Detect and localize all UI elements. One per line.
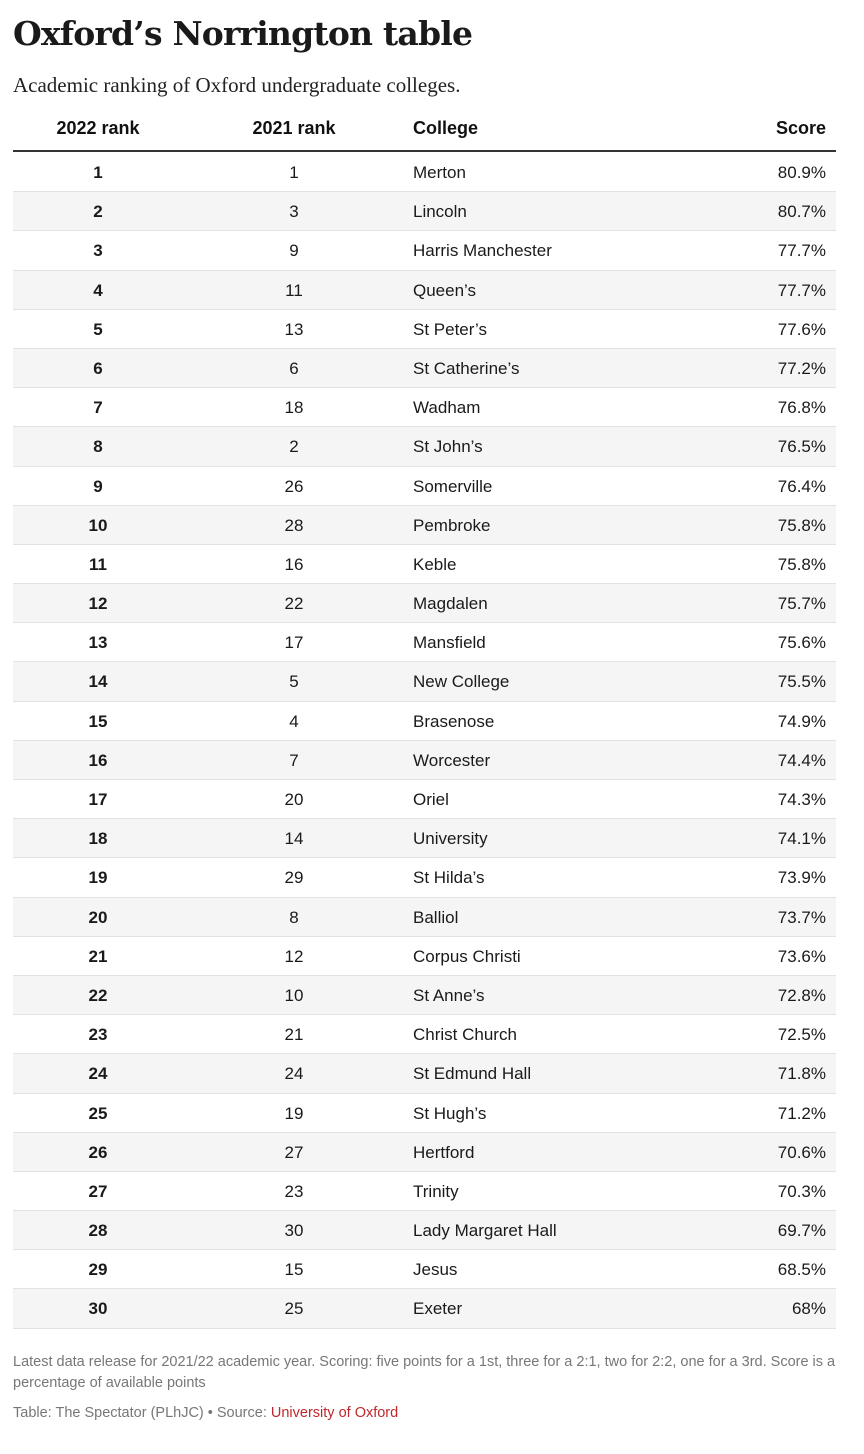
cell-2022-rank: 13 [88, 633, 108, 653]
cell-2022-rank: 11 [89, 554, 107, 574]
table-row [13, 1133, 836, 1172]
table-row [13, 310, 836, 349]
cell-2022-rank: 30 [88, 1299, 108, 1319]
table-row [13, 1211, 836, 1250]
cell-2021-rank: 8 [289, 907, 299, 927]
cell-score: 76.8% [777, 398, 826, 418]
cell-2021-rank: 3 [289, 202, 299, 222]
table-row [13, 1172, 836, 1211]
cell-2022-rank: 6 [93, 358, 103, 378]
header-2021-rank[interactable]: 2021 rank [252, 118, 336, 138]
cell-college: Queen’s [413, 280, 477, 300]
cell-college: Christ Church [413, 1025, 517, 1045]
cell-college: Exeter [413, 1299, 463, 1319]
cell-college: St Hilda’s [413, 868, 485, 888]
table-row [13, 192, 836, 231]
table-row [13, 780, 836, 819]
cell-2021-rank: 10 [284, 985, 304, 1005]
cell-2021-rank: 20 [284, 790, 304, 809]
cell-score: 73.7% [777, 907, 826, 927]
cell-college: Merton [413, 163, 466, 182]
cell-2022-rank: 4 [93, 280, 103, 300]
cell-2021-rank: 23 [284, 1181, 304, 1201]
cell-2021-rank: 16 [284, 554, 304, 574]
cell-2021-rank: 22 [284, 594, 304, 614]
cell-college: Wadham [413, 398, 481, 418]
table-row [13, 1250, 836, 1289]
header-college[interactable]: College [413, 118, 479, 138]
cell-score: 68% [791, 1299, 826, 1319]
cell-2021-rank: 1 [289, 163, 299, 182]
cell-college: New College [413, 672, 510, 692]
cell-college: St John’s [413, 437, 483, 457]
table-row [13, 545, 836, 584]
cell-2022-rank: 12 [88, 594, 108, 614]
cell-score: 80.7% [777, 202, 826, 222]
cell-2022-rank: 15 [88, 711, 108, 731]
cell-score: 70.3% [777, 1181, 826, 1201]
cell-2022-rank: 1 [93, 163, 103, 182]
cell-2021-rank: 18 [284, 398, 304, 418]
footnote: Latest data release for 2021/22 academic year. Scoring: five points for a 1st, three for a 2:1, two for 2:2, one for a 3rd. Score is a percentage of available points [13, 1354, 836, 1391]
cell-score: 72.5% [777, 1025, 826, 1045]
cell-score: 76.5% [777, 437, 826, 457]
cell-2021-rank: 28 [284, 515, 304, 535]
header-score[interactable]: Score [775, 118, 826, 138]
cell-2021-rank: 21 [284, 1025, 304, 1045]
cell-2022-rank: 7 [93, 398, 103, 418]
table-row [13, 1054, 836, 1093]
cell-college: Lady Margaret Hall [413, 1221, 557, 1241]
cell-college: St Catherine’s [413, 358, 520, 378]
cell-2021-rank: 12 [284, 946, 304, 966]
cell-score: 74.3% [777, 790, 826, 809]
cell-college: St Anne’s [413, 985, 485, 1005]
cell-2021-rank: 15 [284, 1260, 304, 1280]
cell-college: Lincoln [413, 202, 467, 222]
cell-2021-rank: 27 [284, 1142, 304, 1162]
cell-college: Mansfield [413, 633, 486, 653]
cell-score: 75.8% [777, 554, 826, 574]
cell-score: 73.9% [777, 868, 826, 888]
cell-college: Magdalen [413, 594, 488, 614]
cell-2022-rank: 10 [88, 515, 108, 535]
cell-score: 69.7% [777, 1221, 826, 1241]
table-row [13, 1094, 836, 1133]
chart-subtitle: Academic ranking of Oxford undergraduate colleges. [13, 73, 461, 97]
table-row [13, 937, 836, 976]
cell-college: Balliol [413, 907, 459, 927]
table-row [13, 702, 836, 741]
cell-college: Corpus Christi [413, 946, 521, 966]
cell-2022-rank: 24 [88, 1064, 108, 1084]
cell-2022-rank: 5 [93, 319, 103, 339]
cell-2022-rank: 19 [88, 868, 108, 888]
cell-2022-rank: 3 [93, 241, 103, 261]
cell-2021-rank: 9 [289, 241, 299, 261]
cell-2021-rank: 30 [284, 1221, 304, 1241]
cell-college: University [413, 829, 488, 849]
cell-2022-rank: 16 [88, 750, 108, 770]
cell-2021-rank: 25 [284, 1299, 304, 1319]
table-row [13, 858, 836, 897]
cell-2021-rank: 13 [284, 319, 304, 339]
cell-score: 68.5% [777, 1260, 826, 1280]
cell-score: 80.9% [777, 163, 826, 182]
cell-2021-rank: 29 [284, 868, 304, 888]
table-row [13, 1015, 836, 1054]
cell-score: 72.8% [777, 985, 826, 1005]
credit-line [13, 1405, 836, 1421]
cell-2022-rank: 23 [88, 1025, 108, 1045]
table-row [13, 153, 836, 192]
cell-score: 74.9% [777, 711, 826, 731]
table-row [13, 388, 836, 427]
cell-2022-rank: 17 [88, 790, 108, 809]
table-row [13, 819, 836, 858]
table-row [13, 976, 836, 1015]
cell-2021-rank: 24 [284, 1064, 304, 1084]
cell-college: St Peter’s [413, 319, 488, 339]
table-row [13, 662, 836, 701]
cell-2022-rank: 8 [93, 437, 103, 457]
cell-2021-rank: 26 [284, 476, 304, 496]
cell-score: 75.8% [777, 515, 826, 535]
table-row [13, 467, 836, 506]
cell-score: 75.6% [777, 633, 826, 653]
cell-2022-rank: 22 [88, 985, 108, 1005]
table-row [13, 271, 836, 310]
cell-2021-rank: 7 [289, 750, 299, 770]
table-row [13, 898, 836, 937]
cell-score: 71.8% [777, 1064, 826, 1084]
cell-score: 77.7% [777, 241, 826, 261]
cell-college: Pembroke [413, 515, 491, 535]
table-row [13, 623, 836, 662]
cell-2022-rank: 29 [88, 1260, 108, 1280]
cell-2022-rank: 27 [88, 1181, 108, 1201]
table-body [13, 153, 836, 1329]
cell-college: Somerville [413, 476, 493, 496]
cell-2022-rank: 20 [88, 907, 108, 927]
cell-2021-rank: 4 [289, 711, 299, 731]
cell-2021-rank: 17 [284, 633, 304, 653]
cell-college: Harris Manchester [413, 241, 552, 261]
table-row [13, 506, 836, 545]
cell-2021-rank: 14 [284, 829, 304, 849]
cell-2021-rank: 5 [289, 672, 299, 692]
cell-score: 70.6% [777, 1142, 826, 1162]
cell-college: Hertford [413, 1142, 475, 1162]
cell-2022-rank: 21 [88, 946, 108, 966]
cell-2022-rank: 26 [88, 1142, 108, 1162]
cell-2022-rank: 25 [88, 1103, 108, 1123]
cell-score: 71.2% [777, 1103, 826, 1123]
cell-2021-rank: 11 [285, 280, 303, 300]
cell-2022-rank: 18 [88, 829, 108, 849]
cell-college: Oriel [413, 790, 449, 809]
cell-college: Trinity [413, 1181, 459, 1201]
cell-college: Keble [413, 554, 457, 574]
cell-college: Worcester [413, 750, 491, 770]
table-row [13, 584, 836, 623]
cell-2022-rank: 2 [93, 202, 103, 222]
cell-college: St Hugh’s [413, 1103, 487, 1123]
cell-score: 77.2% [777, 358, 826, 378]
table-row [13, 349, 836, 388]
cell-score: 73.6% [777, 946, 826, 966]
cell-score: 75.7% [777, 594, 826, 614]
cell-2022-rank: 14 [88, 672, 108, 692]
cell-score: 76.4% [777, 476, 826, 496]
chart-title: Oxford’s Norrington table [13, 14, 473, 53]
table-row [13, 1289, 836, 1328]
cell-score: 74.4% [777, 750, 826, 770]
cell-score: 77.6% [777, 319, 826, 339]
cell-2021-rank: 19 [284, 1103, 304, 1123]
cell-college: St Edmund Hall [413, 1064, 532, 1084]
cell-score: 75.5% [777, 672, 826, 692]
table-header [13, 110, 836, 152]
cell-2022-rank: 9 [93, 476, 103, 496]
cell-college: Brasenose [413, 711, 495, 731]
credit-prefix: Table: The Spectator (PLhJC) • Source: [13, 1405, 271, 1421]
cell-college: Jesus [413, 1260, 458, 1280]
source-link[interactable]: University of Oxford [270, 1405, 399, 1421]
cell-score: 74.1% [777, 829, 826, 849]
cell-score: 77.7% [777, 280, 826, 300]
table-row [13, 741, 836, 780]
cell-2021-rank: 6 [289, 358, 299, 378]
table-row [13, 427, 836, 466]
cell-2021-rank: 2 [289, 437, 299, 457]
cell-2022-rank: 28 [88, 1221, 108, 1241]
header-2022-rank[interactable]: 2022 rank [56, 118, 140, 138]
table-row [13, 231, 836, 270]
